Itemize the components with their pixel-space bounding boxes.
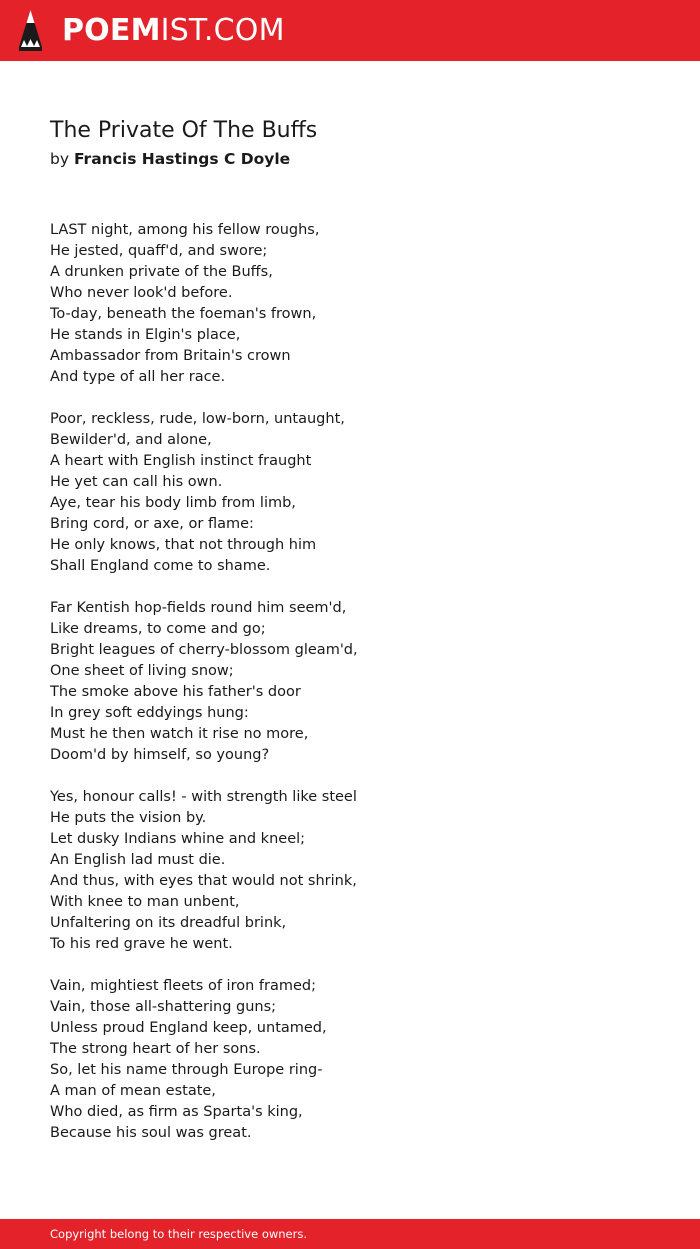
poem-line: To-day, beneath the foeman's frown, — [50, 306, 317, 322]
poem-line: Vain, mightiest fleets of iron framed; — [50, 978, 316, 994]
poem-line: Unless proud England keep, untamed, — [50, 1020, 327, 1036]
poem-line: Like dreams, to come and go; — [50, 621, 266, 637]
by-label: by — [50, 150, 70, 168]
poem-line: He yet can call his own. — [50, 474, 223, 490]
poem-body — [50, 220, 650, 1144]
poem-line: Must he then watch it rise no more, — [50, 726, 309, 742]
byline — [50, 147, 650, 171]
site-logo[interactable] — [62, 11, 285, 51]
poem-line: Bright leagues of cherry-blossom gleam'd, — [50, 642, 358, 658]
poem-line: Doom'd by himself, so young? — [50, 747, 270, 763]
poem-line: In grey soft eddyings hung: — [50, 705, 249, 721]
poem-line: He stands in Elgin's place, — [50, 327, 241, 343]
poem-line: Because his soul was great. — [50, 1125, 252, 1141]
stanza — [50, 598, 650, 766]
poem-line: Far Kentish hop-fields round him seem'd, — [50, 600, 347, 616]
poem-line: A man of mean estate, — [50, 1083, 216, 1099]
logo-light-text: IST.COM — [160, 13, 285, 48]
poem-line: LAST night, among his fellow roughs, — [50, 222, 320, 238]
poem-line: The strong heart of her sons. — [50, 1041, 261, 1057]
poem-line: An English lad must die. — [50, 852, 226, 868]
poem-line: He jested, quaff'd, and swore; — [50, 243, 268, 259]
author-name: Francis Hastings C Doyle — [73, 150, 291, 168]
poem-line: Vain, those all-shattering guns; — [50, 999, 277, 1015]
stanza — [50, 787, 650, 955]
poem-line: And thus, with eyes that would not shrink, — [50, 873, 357, 889]
stanza — [50, 409, 650, 577]
poem-line: So, let his name through Europe ring- — [50, 1062, 323, 1078]
poem-line: Ambassador from Britain's crown — [50, 348, 291, 364]
poem-line: A heart with English instinct fraught — [50, 453, 312, 469]
poem-title: The Private Of The Buffs — [50, 118, 318, 143]
poem-line: Who never look'd before. — [50, 285, 233, 301]
poem-line: And type of all her race. — [50, 369, 226, 385]
poem-line: Shall England come to shame. — [50, 558, 271, 574]
logo-strong-text: POEM — [62, 13, 161, 48]
pencil-tip-icon — [17, 9, 44, 52]
copyright-text: Copyright belong to their respective owners. — [50, 1227, 308, 1241]
poem-line: Bring cord, or axe, or flame: — [50, 516, 254, 532]
poem-line: He puts the vision by. — [50, 810, 207, 826]
poem-line: With knee to man unbent, — [50, 894, 240, 910]
stanza — [50, 976, 650, 1144]
poem-line: The smoke above his father's door — [50, 684, 301, 700]
poem-line: He only knows, that not through him — [50, 537, 317, 553]
poem-line: Yes, honour calls! - with strength like steel — [50, 789, 357, 805]
poem-line: Who died, as firm as Sparta's king, — [50, 1104, 303, 1120]
poem-content — [50, 115, 650, 1165]
poem-line: Aye, tear his body limb from limb, — [50, 495, 296, 511]
poem-line: Poor, reckless, rude, low-born, untaught, — [50, 411, 345, 427]
stanza — [50, 220, 650, 388]
footer-bar — [0, 1219, 700, 1249]
poem-line: One sheet of living snow; — [50, 663, 234, 679]
poem-line: Bewilder'd, and alone, — [50, 432, 212, 448]
poem-line: To his red grave he went. — [50, 936, 233, 952]
poem-line: A drunken private of the Buffs, — [50, 264, 273, 280]
poem-line: Unfaltering on its dreadful brink, — [50, 915, 287, 931]
poem-line: Let dusky Indians whine and kneel; — [50, 831, 306, 847]
top-bar — [0, 0, 700, 61]
